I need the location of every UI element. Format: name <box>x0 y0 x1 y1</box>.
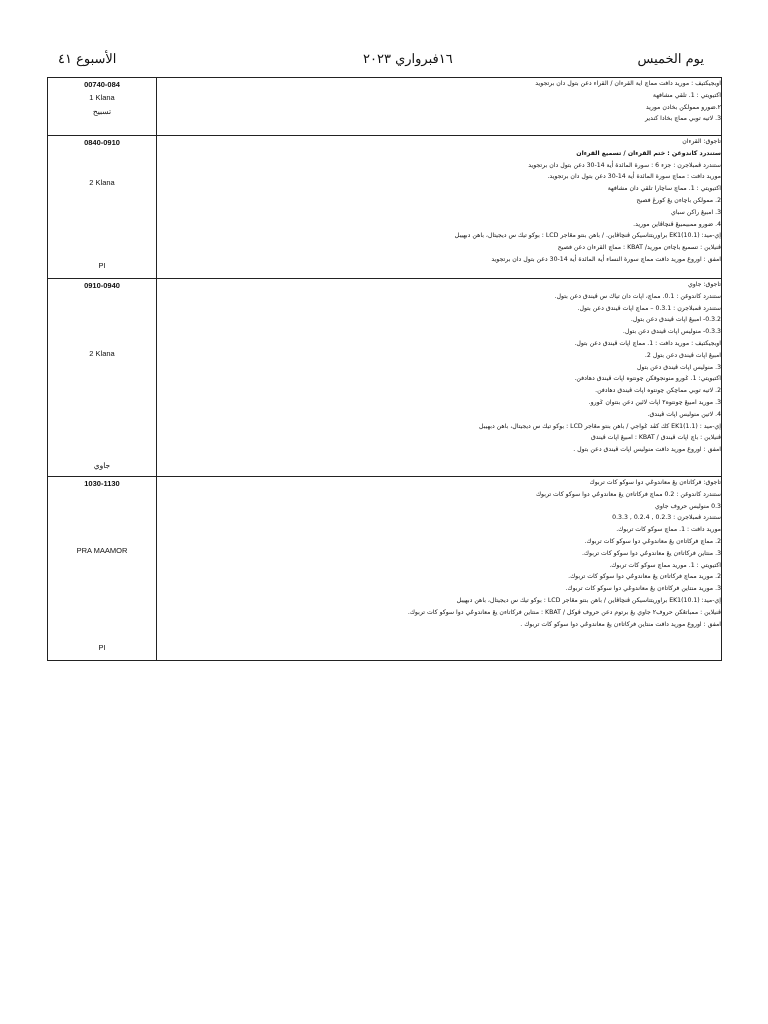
content-line: 3. منتاين فرکاتاءن يڠ معاندوڠي دوا سوکو کات تربوك. <box>581 549 721 557</box>
content-line: ٢.ضورو ممولكن بخادن موريد <box>645 103 721 111</box>
date-heading: ١٦فبرواري ٢٠٢٣ <box>363 52 453 67</box>
content-line: إي-ميد: EK1(10.1) براوريتتاسيكن ڤنچاڤاين / باهن بنتو مڠاجر LCD : بوكو تيك س ديجيتال، باهن دبهيبل <box>456 596 721 604</box>
lesson-tag: PI <box>98 261 106 270</box>
lesson-class: 1 Klana <box>89 93 115 102</box>
content-line: 0.3.3- منوليس اپات ڤيندق دعن بتول. <box>622 328 721 336</box>
content-line: موريد دافت : مماچ سورة المائدة أية 14-30 دعن بتول دان برتجويد. <box>547 173 721 181</box>
content-line: موريد دافت : 1. مماچ سوکو کات تربوك. <box>616 526 721 534</box>
content-line: 2. ممولكن باچاءن يڠ كورڠ فصيح <box>636 196 721 204</box>
content-line: ستندرد ڤمبلاجرن : جزء 6 : سورة المائدة أية 14-30 دعن بتول دان برتجويد <box>528 161 721 169</box>
content-line: 0.3.2- امبيڠ اپات ڤيندق دعن بتول. <box>630 316 721 324</box>
lesson-row <box>48 477 722 661</box>
content-line: اكتيويتي: 1. ݢورو منونجوقكن چونتوه اپات ڤيندق دهادفن. <box>574 375 721 383</box>
content-line: امفق : اوروغ موريد دافت منوليس اپات ڤيندق دعن بتول . <box>573 446 721 454</box>
content-line: ستندرد ڤمبلاجرن : 0.3.1 – مماچ اپات ڤيندق دعن بتول. <box>577 304 721 312</box>
content-line: تاجوق: القرءان <box>682 138 721 145</box>
content-line: ستندرد ڤمبلاجرن : 0.2.3 , 0.2.4 , 0.3.3 <box>612 514 721 522</box>
content-line: ڤنيلاين : باچ اپات ڤيندق / KBAT : امبيڠ اپات ڤيندق <box>590 434 721 442</box>
content-line: 3. امبيڠ راکن سباي <box>670 208 721 216</box>
lesson-content-cell <box>157 78 722 136</box>
week-heading: الأسبوع ٤١ <box>58 52 117 67</box>
content-line: ڤنيلاين : ممباتڠکن حروف٢ جاوي يڠ برتوم دعن حروف ڤوکل / KBAT : منتاين فرکاتاءن يڠ معاندوڠي دوا سوکو کات تربوك. <box>407 608 721 616</box>
content-line: ستندرد کاندوغن : 0.2 مماچ فرکاتاءن يڠ معاندوڠي دوا سوکو کات تربوك <box>535 490 721 498</box>
lesson-row <box>48 279 722 477</box>
content-line: اوبجيكتيف : موريد دافت مماچ اية القرءان / القراء دعن بتول دان برتجويد <box>535 80 721 87</box>
content-line: امفق : اوروغ موريد دافت منتاين فرکاتاءن يڠ معاندوڠي دوا سوکو کات تربوك . <box>520 620 721 628</box>
content-line: إي-ميد: EK1(10.1) براوريتتاسيكن ڤنچاڤاين. / باهن بنتو مڠاجر LCD : بوكو تيك س ديجيتال، باهن دبهيبل <box>454 232 721 240</box>
content-line: 3. موريد امبيڠ چونتوه٢ اپات لائين دعن بنتوان ݢورو. <box>588 398 721 406</box>
lesson-content-cell <box>157 136 722 279</box>
lesson-meta-cell <box>48 136 157 279</box>
content-line: اوبجيكتيف : موريد دافت : 1. مماچ اپات ڤيندق دعن بتول. <box>574 339 721 347</box>
content-line: ستندرد كاندوغن : ختم القرءان / تسميع القرءان <box>576 149 721 157</box>
lesson-time: 0840-0910 <box>84 138 120 147</box>
content-line: امفق : اوروغ موريد دافت مماچ سورة النساء أية المائدة أية 14-30 دعن بتول دان برتجويد <box>491 255 721 263</box>
content-line: اكتيويتي : 1. تلقي مشافهة <box>652 91 721 99</box>
content-line: 2. مماچ فرکاتاءن يڠ معاندوڠي دوا سوکو کات تربوك. <box>584 537 721 545</box>
content-line: تاجوق: جاوي <box>687 281 721 288</box>
lesson-content-cell <box>157 477 722 661</box>
lesson-time: 0910-0940 <box>84 281 120 290</box>
content-line: ڤنيلاين : تسميع باچاءن موريد/ KBAT : مماچ القرءان دعن فصيح <box>557 244 721 252</box>
lesson-class: 2 Klana <box>89 349 115 358</box>
content-line: تاجوق: فرکاتاءن يڠ معاندوڠي دوا سوکو کات تربوك <box>589 479 721 486</box>
lesson-subject: تسبيح <box>92 107 112 116</box>
lesson-meta-cell <box>48 279 157 477</box>
content-line: 4. ضورو ممبيمبيڠ ڤنچاڤاين موريد. <box>633 220 721 228</box>
lesson-subject: جاوي <box>93 461 111 470</box>
lesson-row <box>48 78 722 136</box>
lesson-meta-cell <box>48 78 157 136</box>
content-line: 3. لاتيه توبي مماچ بخادا كندير <box>644 115 721 123</box>
lesson-tag: PI <box>98 643 106 652</box>
content-line: 2. لاتيه توبي مماچكن چونتوه اپات ڤيندق دهادفن. <box>595 387 721 395</box>
content-line: اکتيويتي : 1. موريد مماچ سوکو کات تربوك. <box>609 561 721 569</box>
lesson-class: 2 Klana <box>89 178 115 187</box>
lesson-class: PRA MAAMOR <box>76 546 128 555</box>
content-line: 4. لاتين منوليس اپات ڤيندق. <box>647 410 721 418</box>
content-line: إي-ميد : EK1(1.1) كك كڤد ݢواجي / باهن بنتو مڠاجر LCD : بوكو تيك س ديجيتال، باهن دبهيبل <box>478 422 721 430</box>
lesson-meta-cell <box>48 477 157 661</box>
content-line: 3. منوليس اپات ڤيندق دعن بتول <box>636 363 721 371</box>
content-line: امبيڠ اپات ڤيندق دعن بتول 2. <box>644 351 721 359</box>
lesson-time: 00740-084 <box>84 80 120 89</box>
lesson-row <box>48 136 722 279</box>
content-line: 3. موريد منتاين فرکاتاءن يڠ معاندوڠي دوا سوکو کات تربوك. <box>565 585 721 593</box>
content-line: ستندرد كاندوغن : 0.1. مماچ، اپات دان تياك س ڤيندق دعن بتول. <box>554 292 721 300</box>
content-line: 0.3 منوليس حروف جاوي <box>655 502 721 510</box>
lesson-content-cell <box>157 279 722 477</box>
day-heading: يوم الخميس <box>637 52 704 67</box>
lesson-plan-table <box>47 77 722 661</box>
lesson-time: 1030-1130 <box>84 479 120 488</box>
content-line: 2. موريد مماچ فرکاتاءن يڠ معاندوڠي دوا سوکو کات تربوك. <box>568 573 721 581</box>
content-line: اكتيويتي : 1. مماچ ساچارا تلقي دان مشافهة <box>607 185 721 193</box>
